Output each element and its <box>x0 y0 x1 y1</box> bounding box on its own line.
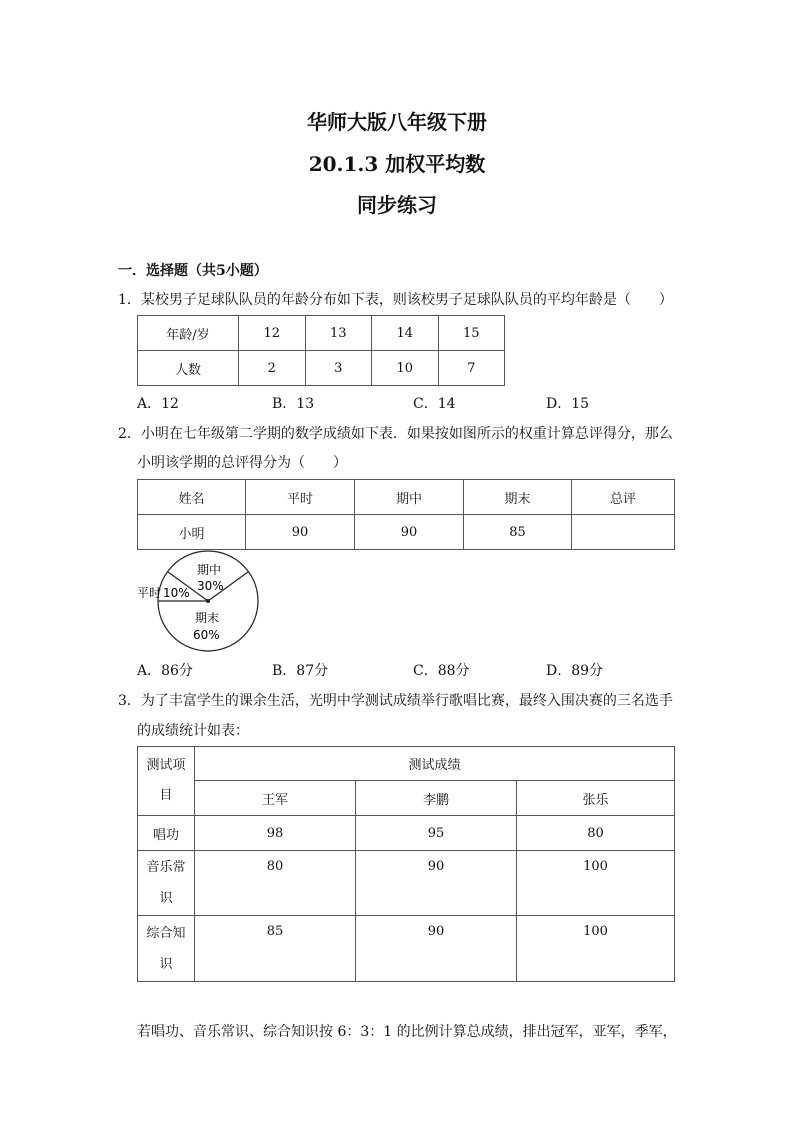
q2-cell: 期中 <box>355 480 464 515</box>
q2-option-b: B．87分 <box>272 663 329 679</box>
q1-cell: 13 <box>305 316 372 351</box>
q3-row-label <box>138 916 195 982</box>
q2-cell: 90 <box>246 515 355 550</box>
q3-value-cell: 80 <box>195 851 356 916</box>
pie-pct-midterm: 30% <box>197 579 224 593</box>
q1-cell: 7 <box>438 351 505 386</box>
q1-option-a: A．12 <box>137 396 179 412</box>
q3-value-cell: 100 <box>517 851 675 916</box>
q2-cell: 总评 <box>572 480 675 515</box>
q1-option-d: D．15 <box>546 396 590 412</box>
q1-cell: 人数 <box>138 351 239 386</box>
q2-cell: 平时 <box>246 480 355 515</box>
question-3-line-2: 的成绩统计如表： <box>137 723 249 739</box>
q1-table <box>137 315 505 386</box>
q2-cell: 姓名 <box>138 480 246 515</box>
q3-row-label <box>138 851 195 916</box>
q3-group-header: 测试成绩 <box>195 747 675 781</box>
q3-name-cell: 张乐 <box>517 781 675 816</box>
q3-table <box>137 746 675 982</box>
q1-cell: 2 <box>239 351 306 386</box>
q1-cell: 14 <box>372 316 439 351</box>
doc-subtitle-2: 同步练习 <box>357 193 437 217</box>
q2-option-a: A．86分 <box>137 663 193 679</box>
pie-label-final: 期末 <box>195 611 220 625</box>
q2-cell <box>572 515 675 550</box>
q1-cell: 12 <box>239 316 306 351</box>
q3-row-label-line-2: 识 <box>159 891 173 906</box>
q3-name-cell: 李鹏 <box>356 781 517 816</box>
weight-pie-chart <box>130 550 270 655</box>
q2-cell: 小明 <box>138 515 246 550</box>
question-2-line-2: 小明该学期的总评得分为（ ） <box>137 455 347 471</box>
pie-pct-usual: 10% <box>163 586 190 600</box>
q3-value-cell: 90 <box>356 851 517 916</box>
q3-value-cell: 80 <box>517 816 675 851</box>
pie-label-midterm: 期中 <box>197 563 222 577</box>
q3-row-label: 唱功 <box>138 816 195 851</box>
q2-cell: 85 <box>464 515 572 550</box>
q3-item-header <box>138 747 195 816</box>
q3-row-label-line-1: 综合知 <box>146 925 186 941</box>
q3-value-cell: 90 <box>356 916 517 982</box>
q1-option-b: B．13 <box>272 396 315 412</box>
question-1-text: 1．某校男子足球队队员的年龄分布如下表，则该校男子足球队队员的平均年龄是（ ） <box>118 292 673 308</box>
question-3-line-3: 若唱功、音乐常识、综合知识按 6：3：1 的比例计算总成绩，排出冠军，亚军，季军， <box>137 1024 677 1040</box>
q3-row-label-line-2: 识 <box>159 956 173 972</box>
q1-cell: 15 <box>438 316 505 351</box>
q2-option-d: D．89分 <box>546 663 604 679</box>
q2-table <box>137 479 675 550</box>
q3-item-header-line-2: 目 <box>159 788 173 803</box>
q1-cell: 10 <box>372 351 439 386</box>
q3-item-header-line-1: 测试项 <box>146 758 186 773</box>
pie-pct-final: 60% <box>193 628 220 642</box>
q1-cell: 3 <box>305 351 372 386</box>
pie-center-dot <box>206 599 210 603</box>
q2-cell: 90 <box>355 515 464 550</box>
doc-title: 华师大版八年级下册 <box>307 110 487 134</box>
q3-value-cell: 100 <box>517 916 675 982</box>
doc-subtitle: 20.1.3 加权平均数 <box>308 152 486 176</box>
q2-option-c: C．88分 <box>413 663 470 679</box>
q3-value-cell: 98 <box>195 816 356 851</box>
q1-option-c: C．14 <box>413 396 456 412</box>
q3-value-cell: 85 <box>195 916 356 982</box>
q3-value-cell: 95 <box>356 816 517 851</box>
q1-cell: 年龄/岁 <box>138 316 239 351</box>
question-2-line-1: 2．小明在七年级第二学期的数学成绩如下表．如果按如图所示的权重计算总评得分，那么 <box>118 426 673 442</box>
question-3-line-1: 3．为了丰富学生的课余生活，光明中学测试成绩举行歌唱比赛，最终入围决赛的三名选手 <box>118 693 673 709</box>
pie-label-usual: 平时 <box>137 586 162 600</box>
section-heading: 一．选择题（共5小题） <box>118 263 268 279</box>
q3-row-label-line-1: 音乐常 <box>146 860 186 875</box>
q2-cell: 期末 <box>464 480 572 515</box>
q3-name-cell: 王军 <box>195 781 356 816</box>
